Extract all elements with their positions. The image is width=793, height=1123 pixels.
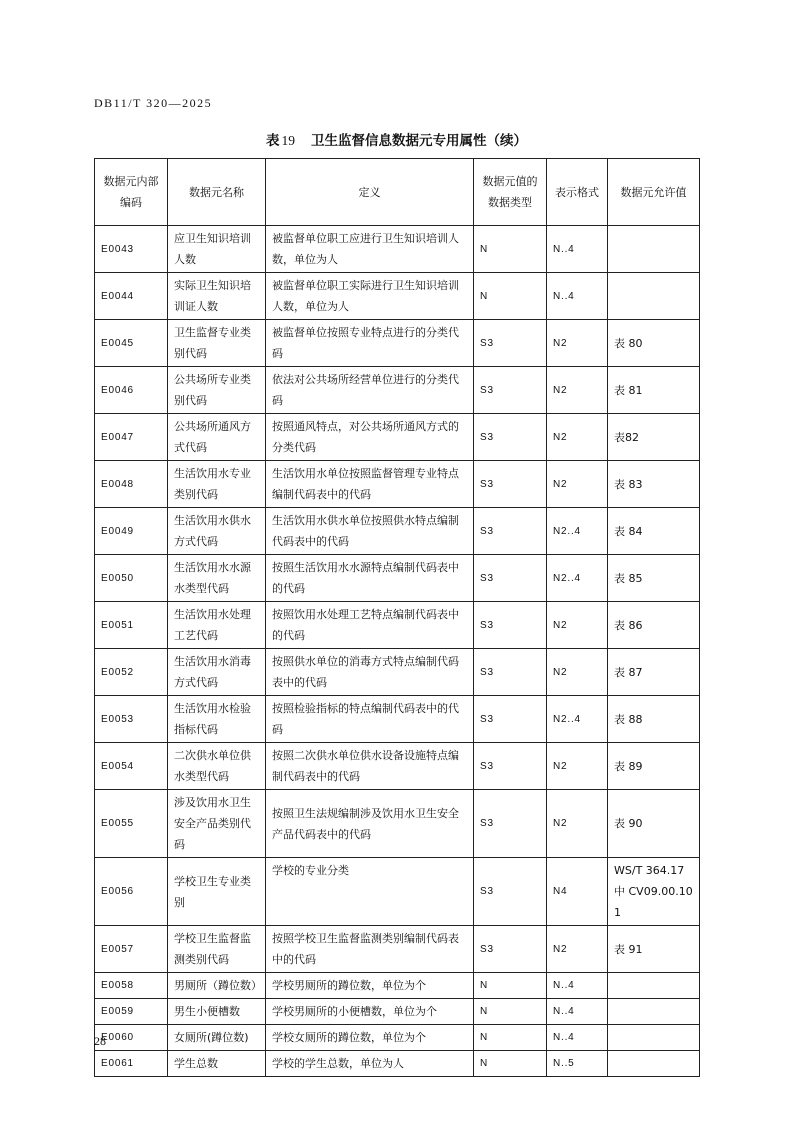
cell-type: S3 [474, 743, 547, 790]
table-row [95, 858, 700, 926]
table-row [95, 790, 700, 858]
cell-code: E0055 [95, 790, 168, 858]
cell-definition: 学校的专业分类 [266, 858, 474, 926]
table-row [95, 414, 700, 461]
cell-code: E0050 [95, 555, 168, 602]
cell-definition: 依法对公共场所经营单位进行的分类代码 [266, 367, 474, 414]
cell-type: S3 [474, 649, 547, 696]
cell-type: S3 [474, 320, 547, 367]
cell-name: 生活饮用水水源水类型代码 [168, 555, 266, 602]
cell-format: N2..4 [547, 555, 608, 602]
cell-allowed: 表 86 [608, 602, 700, 649]
cell-definition: 按照供水单位的消毒方式特点编制代码表中的代码 [266, 649, 474, 696]
table-title-number: 19 [281, 133, 295, 148]
cell-name: 女厕所(蹲位数) [168, 1025, 266, 1051]
cell-definition: 按照生活饮用水水源特点编制代码表中的代码 [266, 555, 474, 602]
cell-code: E0047 [95, 414, 168, 461]
cell-definition: 被监督单位职工实际进行卫生知识培训人数，单位为人 [266, 273, 474, 320]
cell-definition: 学校的学生总数，单位为人 [266, 1051, 474, 1077]
cell-definition: 学校男厕所的小便槽数，单位为个 [266, 999, 474, 1025]
cell-type: S3 [474, 858, 547, 926]
cell-name: 公共场所通风方式代码 [168, 414, 266, 461]
cell-allowed: 表 91 [608, 926, 700, 973]
cell-allowed [608, 999, 700, 1025]
table-row [95, 508, 700, 555]
cell-type: S3 [474, 367, 547, 414]
cell-code: E0052 [95, 649, 168, 696]
table-title-prefix: 表 [266, 133, 280, 149]
cell-type: N [474, 1025, 547, 1051]
cell-allowed [608, 1051, 700, 1077]
cell-name: 二次供水单位供水类型代码 [168, 743, 266, 790]
cell-definition: 学校女厕所的蹲位数，单位为个 [266, 1025, 474, 1051]
attribute-table [94, 158, 700, 1077]
cell-code: E0044 [95, 273, 168, 320]
cell-format: N2 [547, 602, 608, 649]
table-row [95, 555, 700, 602]
cell-name: 生活饮用水供水方式代码 [168, 508, 266, 555]
cell-format: N2 [547, 649, 608, 696]
cell-code: E0058 [95, 973, 168, 999]
cell-type: S3 [474, 602, 547, 649]
cell-code: E0061 [95, 1051, 168, 1077]
cell-allowed: 表 89 [608, 743, 700, 790]
cell-code: E0051 [95, 602, 168, 649]
cell-definition: 生活饮用水单位按照监督管理专业特点编制代码表中的代码 [266, 461, 474, 508]
cell-allowed: 表82 [608, 414, 700, 461]
cell-code: E0043 [95, 226, 168, 273]
cell-definition: 按照饮用水处理工艺特点编制代码表中的代码 [266, 602, 474, 649]
cell-definition: 学校男厕所的蹲位数，单位为个 [266, 973, 474, 999]
standard-code: DB11/T 320—2025 [94, 96, 213, 110]
cell-type: S3 [474, 414, 547, 461]
cell-format: N2 [547, 414, 608, 461]
cell-name: 生活饮用水消毒方式代码 [168, 649, 266, 696]
cell-allowed: 表 81 [608, 367, 700, 414]
cell-type: N [474, 273, 547, 320]
cell-name: 男生小便槽数 [168, 999, 266, 1025]
cell-allowed [608, 226, 700, 273]
cell-name: 学校卫生专业类别 [168, 858, 266, 926]
table-row [95, 999, 700, 1025]
cell-allowed [608, 1025, 700, 1051]
cell-name: 生活饮用水处理工艺代码 [168, 602, 266, 649]
cell-format: N2 [547, 743, 608, 790]
cell-definition: 按照通风特点，对公共场所通风方式的分类代码 [266, 414, 474, 461]
table-row [95, 696, 700, 743]
cell-type: S3 [474, 696, 547, 743]
cell-format: N2 [547, 461, 608, 508]
cell-format: N2 [547, 367, 608, 414]
cell-definition: 被监督单位按照专业特点进行的分类代码 [266, 320, 474, 367]
cell-type: N [474, 226, 547, 273]
table-title [0, 129, 793, 149]
table-row [95, 1025, 700, 1051]
cell-code: E0049 [95, 508, 168, 555]
column-header-type: 数据元值的数据类型 [474, 159, 547, 226]
cell-allowed: 表 87 [608, 649, 700, 696]
cell-type: S3 [474, 555, 547, 602]
table-row [95, 743, 700, 790]
cell-definition: 按照检验指标的特点编制代码表中的代码 [266, 696, 474, 743]
table-row [95, 367, 700, 414]
cell-code: E0053 [95, 696, 168, 743]
table-row [95, 461, 700, 508]
cell-type: S3 [474, 461, 547, 508]
cell-allowed: 表 80 [608, 320, 700, 367]
cell-code: E0048 [95, 461, 168, 508]
table-header-row [95, 159, 700, 226]
cell-type: S3 [474, 508, 547, 555]
cell-format: N..4 [547, 1025, 608, 1051]
column-header-definition: 定义 [266, 159, 474, 226]
cell-code: E0060 [95, 1025, 168, 1051]
cell-format: N4 [547, 858, 608, 926]
table-row [95, 320, 700, 367]
table-body [95, 226, 700, 1077]
cell-allowed: 表 84 [608, 508, 700, 555]
cell-allowed: 表 88 [608, 696, 700, 743]
cell-code: E0046 [95, 367, 168, 414]
column-header-allowed: 数据元允许值 [608, 159, 700, 226]
cell-type: N [474, 1051, 547, 1077]
cell-name: 生活饮用水专业类别代码 [168, 461, 266, 508]
cell-allowed: 表 83 [608, 461, 700, 508]
table-row [95, 273, 700, 320]
page-number: 28 [94, 1034, 106, 1048]
cell-allowed [608, 273, 700, 320]
cell-definition: 按照二次供水单位供水设备设施特点编制代码表中的代码 [266, 743, 474, 790]
cell-format: N2 [547, 790, 608, 858]
cell-allowed [608, 973, 700, 999]
cell-name: 卫生监督专业类别代码 [168, 320, 266, 367]
cell-format: N2..4 [547, 508, 608, 555]
cell-definition: 被监督单位职工应进行卫生知识培训人数，单位为人 [266, 226, 474, 273]
cell-name: 公共场所专业类别代码 [168, 367, 266, 414]
cell-name: 学生总数 [168, 1051, 266, 1077]
cell-code: E0056 [95, 858, 168, 926]
table-row [95, 973, 700, 999]
cell-code: E0045 [95, 320, 168, 367]
column-header-code: 数据元内部编码 [95, 159, 168, 226]
cell-code: E0059 [95, 999, 168, 1025]
cell-name: 涉及饮用水卫生安全产品类别代码 [168, 790, 266, 858]
cell-name: 实际卫生知识培训证人数 [168, 273, 266, 320]
cell-type: S3 [474, 926, 547, 973]
cell-format: N..4 [547, 999, 608, 1025]
column-header-name: 数据元名称 [168, 159, 266, 226]
cell-name: 学校卫生监督监测类别代码 [168, 926, 266, 973]
cell-format: N2..4 [547, 696, 608, 743]
table-row [95, 649, 700, 696]
cell-definition: 按照卫生法规编制涉及饮用水卫生安全产品代码表中的代码 [266, 790, 474, 858]
table-row [95, 602, 700, 649]
cell-allowed: 表 90 [608, 790, 700, 858]
cell-type: N [474, 999, 547, 1025]
cell-definition: 生活饮用水供水单位按照供水特点编制代码表中的代码 [266, 508, 474, 555]
cell-code: E0054 [95, 743, 168, 790]
cell-format: N..4 [547, 273, 608, 320]
cell-type: N [474, 973, 547, 999]
cell-code: E0057 [95, 926, 168, 973]
table-row [95, 1051, 700, 1077]
table-row [95, 926, 700, 973]
cell-definition: 按照学校卫生监督监测类别编制代码表中的代码 [266, 926, 474, 973]
table-row [95, 226, 700, 273]
cell-format: N..4 [547, 226, 608, 273]
cell-format: N2 [547, 926, 608, 973]
table-title-text: 卫生监督信息数据元专用属性（续） [311, 133, 527, 149]
cell-name: 生活饮用水检验指标代码 [168, 696, 266, 743]
cell-format: N..4 [547, 973, 608, 999]
cell-name: 男厕所（蹲位数） [168, 973, 266, 999]
cell-allowed: 表 85 [608, 555, 700, 602]
cell-allowed: WS/T 364.17 中 CV09.00.101 [608, 858, 700, 926]
cell-format: N2 [547, 320, 608, 367]
cell-format: N..5 [547, 1051, 608, 1077]
cell-type: S3 [474, 790, 547, 858]
cell-name: 应卫生知识培训人数 [168, 226, 266, 273]
column-header-format: 表示格式 [547, 159, 608, 226]
